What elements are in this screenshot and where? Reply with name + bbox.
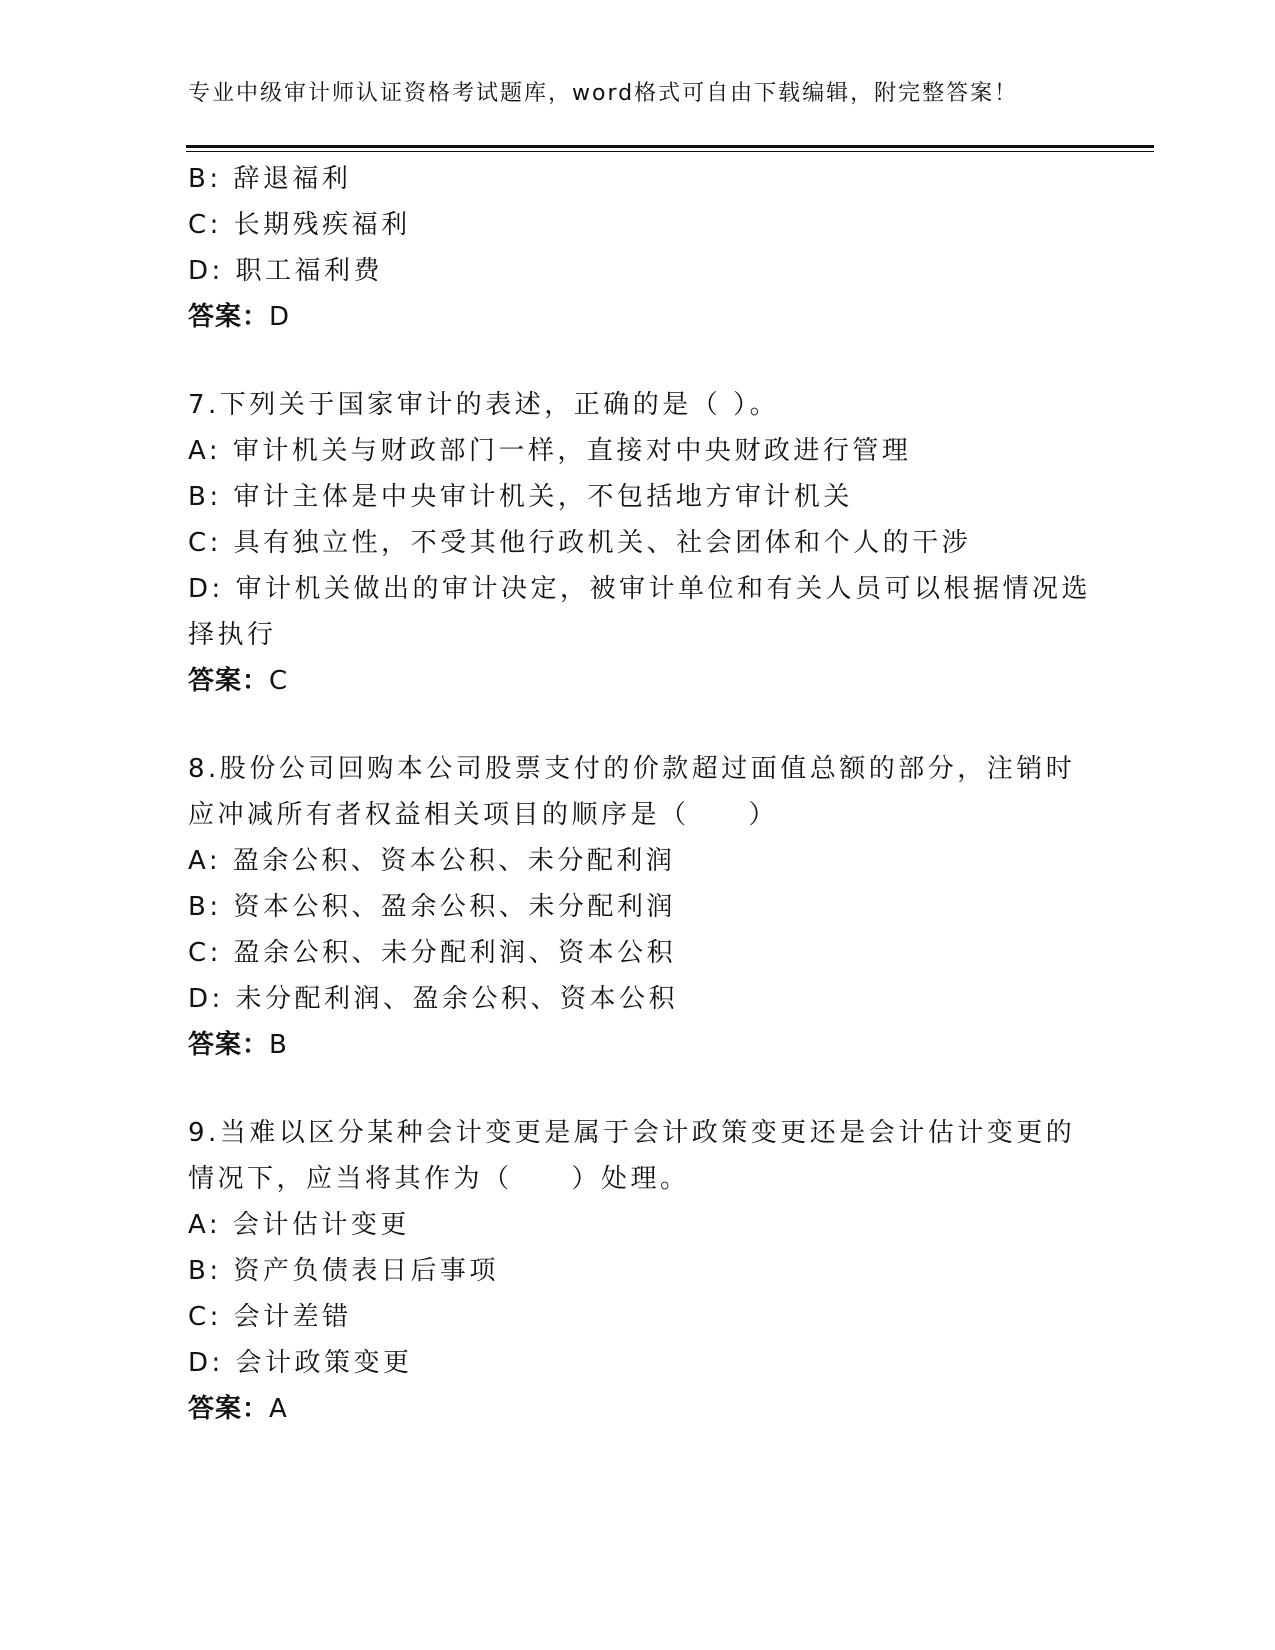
page-header: 专业中级审计师认证资格考试题库，word格式可自由下载编辑，附完整答案！ <box>188 81 1019 106</box>
answer-line <box>188 1386 1088 1432</box>
question-7 <box>188 382 1092 704</box>
option-line: B: 辞退福利 <box>188 164 352 194</box>
option-line: 择执行 <box>188 620 277 650</box>
option-line: C: 长期残疾福利 <box>188 210 411 240</box>
option-line: A: 审计机关与财政部门一样，直接对中央财政进行管理 <box>188 436 912 466</box>
option-line: B: 资产负债表日后事项 <box>188 1256 499 1286</box>
answer-value: A <box>269 1394 288 1424</box>
header-rule-thin <box>186 151 1154 152</box>
question-stem: 7.下列关于国家审计的表述，正确的是（ ）。 <box>188 390 780 420</box>
question-stem: 情况下，应当将其作为（ ）处理。 <box>188 1164 690 1194</box>
option-line: D: 未分配利润、盈余公积、资本公积 <box>188 984 679 1014</box>
question-content <box>188 156 1092 1432</box>
question-spacer <box>188 340 1088 382</box>
header-rule-thick <box>186 145 1154 148</box>
answer-value: C <box>269 666 289 696</box>
answer-label: 答案： <box>188 302 270 332</box>
answer-label: 答案： <box>188 1030 270 1060</box>
question-stem: 9.当难以区分某种会计变更是属于会计政策变更还是会计估计变更的 <box>188 1118 1076 1148</box>
option-line: D: 会计政策变更 <box>188 1348 413 1378</box>
option-line: A: 盈余公积、资本公积、未分配利润 <box>188 846 676 876</box>
question-stem: 8.股份公司回购本公司股票支付的价款超过面值总额的部分，注销时 <box>188 754 1076 784</box>
option-line: D: 职工福利费 <box>188 256 384 286</box>
answer-label: 答案： <box>188 1394 270 1424</box>
option-line: B: 审计主体是中央审计机关，不包括地方审计机关 <box>188 482 853 512</box>
option-line: C: 会计差错 <box>188 1302 352 1332</box>
question-6-continued <box>188 156 1088 340</box>
answer-value: D <box>269 302 291 332</box>
answer-line <box>188 294 1088 340</box>
question-9 <box>188 1110 1088 1432</box>
question-stem: 应冲减所有者权益相关项目的顺序是（ ） <box>188 800 779 830</box>
option-line: D: 审计机关做出的审计决定，被审计单位和有关人员可以根据情况选 <box>188 574 1092 604</box>
option-line: A: 会计估计变更 <box>188 1210 410 1240</box>
question-8 <box>188 746 1088 1068</box>
answer-line <box>188 658 1088 704</box>
answer-line <box>188 1022 1088 1068</box>
question-spacer <box>188 1068 1088 1110</box>
option-line: C: 具有独立性，不受其他行政机关、社会团体和个人的干涉 <box>188 528 972 558</box>
question-spacer <box>188 704 1088 746</box>
answer-label: 答案： <box>188 666 270 696</box>
option-line: C: 盈余公积、未分配利润、资本公积 <box>188 938 677 968</box>
option-line: B: 资本公积、盈余公积、未分配利润 <box>188 892 676 922</box>
answer-value: B <box>269 1030 288 1060</box>
